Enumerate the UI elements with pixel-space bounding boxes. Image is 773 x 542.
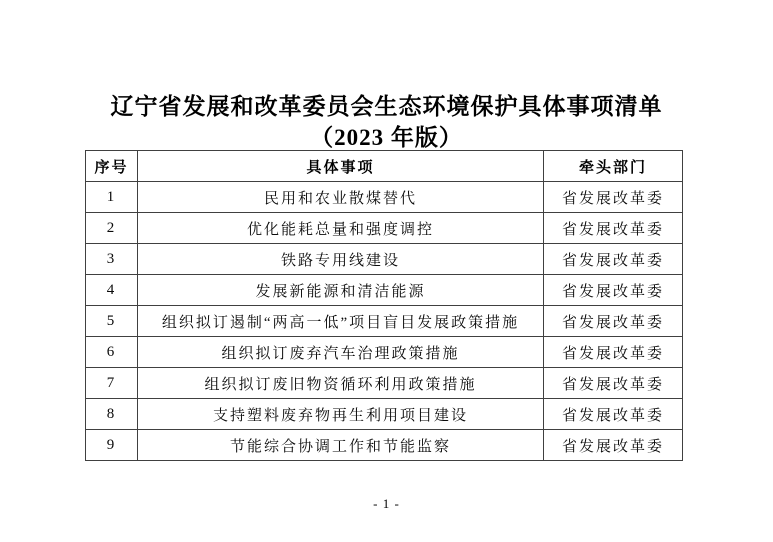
items-table bbox=[85, 150, 683, 461]
header-serial-number: 序号 bbox=[86, 151, 138, 182]
department-cell: 省发展改革委 bbox=[544, 182, 683, 213]
title-line-2: （2023 年版） bbox=[310, 125, 463, 150]
item-cell: 优化能耗总量和强度调控 bbox=[138, 213, 544, 244]
department-cell: 省发展改革委 bbox=[544, 306, 683, 337]
row-number-cell: 5 bbox=[86, 306, 138, 337]
row-number-cell: 6 bbox=[86, 337, 138, 368]
table-row bbox=[86, 213, 683, 244]
item-cell: 节能综合协调工作和节能监察 bbox=[138, 430, 544, 461]
item-cell: 发展新能源和清洁能源 bbox=[138, 275, 544, 306]
item-cell: 组织拟订废旧物资循环利用政策措施 bbox=[138, 368, 544, 399]
row-number-cell: 2 bbox=[86, 213, 138, 244]
department-cell: 省发展改革委 bbox=[544, 244, 683, 275]
row-number-cell: 1 bbox=[86, 182, 138, 213]
item-cell: 组织拟订废弃汽车治理政策措施 bbox=[138, 337, 544, 368]
item-cell: 民用和农业散煤替代 bbox=[138, 182, 544, 213]
department-cell: 省发展改革委 bbox=[544, 430, 683, 461]
table-row bbox=[86, 399, 683, 430]
title-line-1: 辽宁省发展和改革委员会生态环境保护具体事项清单 bbox=[110, 94, 663, 119]
table-row bbox=[86, 275, 683, 306]
department-cell: 省发展改革委 bbox=[544, 368, 683, 399]
item-cell: 支持塑料废弃物再生利用项目建设 bbox=[138, 399, 544, 430]
table-row bbox=[86, 182, 683, 213]
department-cell: 省发展改革委 bbox=[544, 399, 683, 430]
department-cell: 省发展改革委 bbox=[544, 337, 683, 368]
table-body bbox=[86, 182, 683, 461]
table-row bbox=[86, 306, 683, 337]
item-cell: 组织拟订遏制“两高一低”项目盲目发展政策措施 bbox=[138, 306, 544, 337]
department-cell: 省发展改革委 bbox=[544, 275, 683, 306]
table-row bbox=[86, 244, 683, 275]
table-row bbox=[86, 430, 683, 461]
header-specific-item: 具体事项 bbox=[138, 151, 544, 182]
document-title bbox=[0, 91, 773, 153]
header-lead-department: 牵头部门 bbox=[544, 151, 683, 182]
row-number-cell: 7 bbox=[86, 368, 138, 399]
item-cell: 铁路专用线建设 bbox=[138, 244, 544, 275]
row-number-cell: 4 bbox=[86, 275, 138, 306]
table-header-row bbox=[86, 151, 683, 182]
department-cell: 省发展改革委 bbox=[544, 213, 683, 244]
row-number-cell: 9 bbox=[86, 430, 138, 461]
row-number-cell: 3 bbox=[86, 244, 138, 275]
row-number-cell: 8 bbox=[86, 399, 138, 430]
table-row bbox=[86, 337, 683, 368]
table-row bbox=[86, 368, 683, 399]
page-number: - 1 - bbox=[373, 496, 400, 511]
